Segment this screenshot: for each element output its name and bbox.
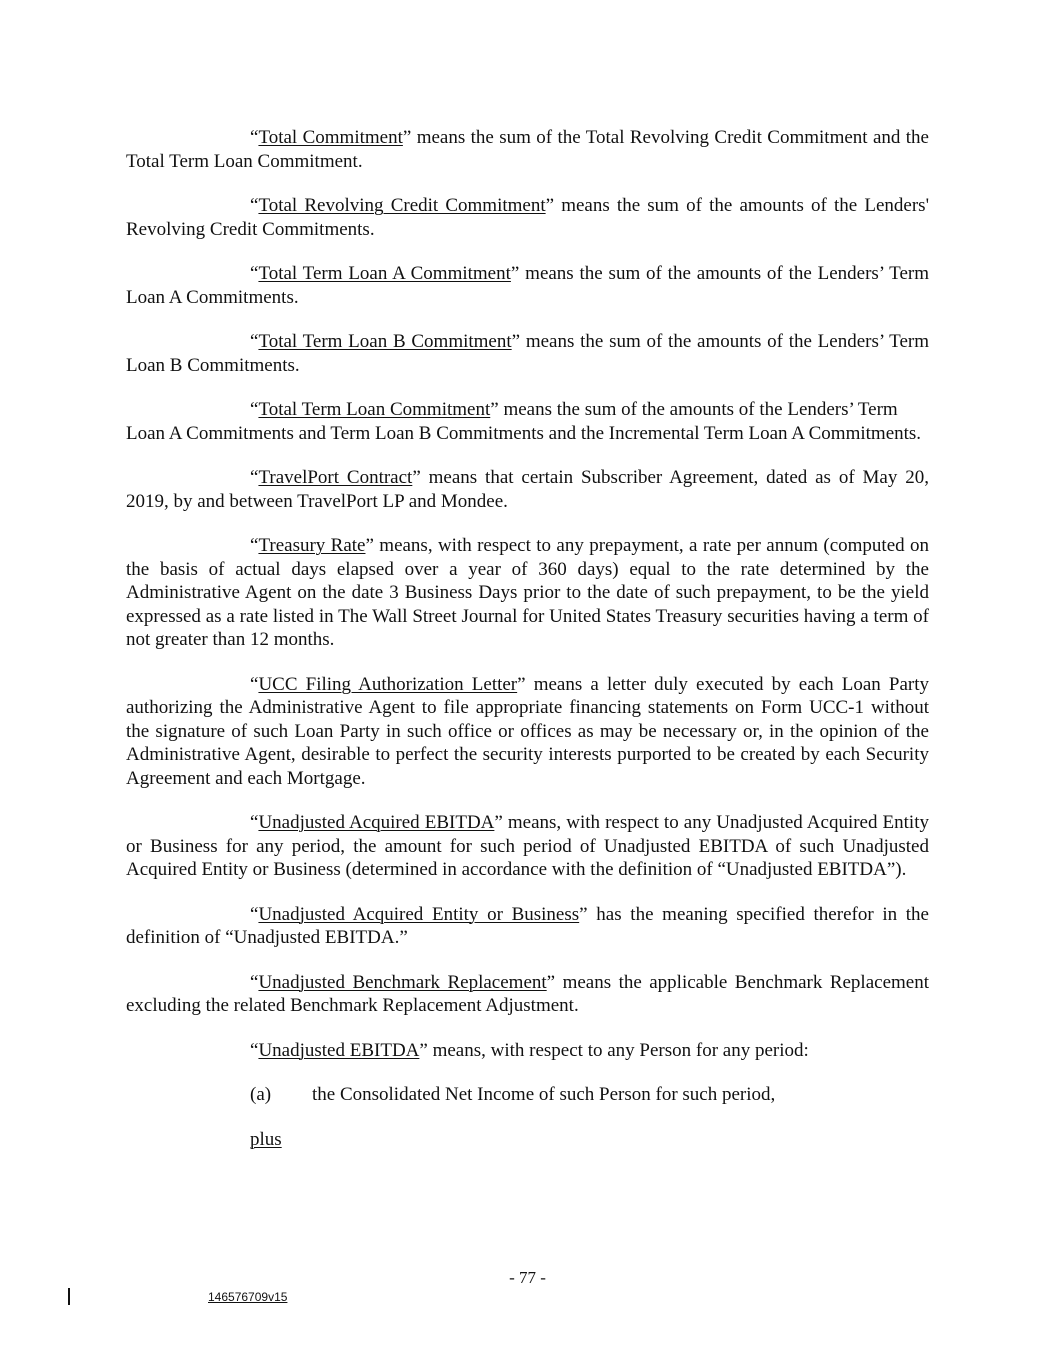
definition-unadjusted-acquired-entity-or-business: “Unadjusted Acquired Entity or Business” has the meaning specified therefor in the definition of “Unadjusted EBITDA.” xyxy=(126,903,929,948)
definition-text: means a letter duly executed by each Loan Party authorizing the Administrative Agent to file appropriate financing statements on Form UCC-1 without the signature of such Loan Party in such office or offices as may be necessary or, in the opinion of the Administrative Agent, desirable to perfect the security interests purported to be created by each Security Agreement and each Mortgage. xyxy=(126,673,929,789)
definition-unadjusted-ebitda: “Unadjusted EBITDA” means, with respect to any Person for any period: xyxy=(250,1039,809,1061)
defined-term: Total Term Loan Commitment xyxy=(258,399,491,420)
defined-term: Treasury Rate xyxy=(258,535,366,556)
defined-term: Total Commitment xyxy=(258,127,403,148)
defined-term: Unadjusted Acquired Entity or Business xyxy=(258,903,580,925)
defined-term: Unadjusted Benchmark Replacement xyxy=(258,971,547,993)
definition-text: means, with respect to any Person for any period: xyxy=(427,1039,809,1061)
definition-text: means, with respect to any prepayment, a rate per annum (computed on the basis of actual days elapsed over a year of 360 days) equal to the rate determined by the Administrative Agent on the date 3 Business Days prior to the date of such prepayment, to be the yield expressed as a rate listed in The Wall Street Journal for United States Treasury securities having a term of not greater than 12 months. xyxy=(126,535,929,650)
definition-unadjusted-benchmark-replacement: “Unadjusted Benchmark Replacement” means the applicable Benchmark Replacement excluding the related Benchmark Replacement Adjustment. xyxy=(126,971,930,1016)
definition-text: means the sum of the amounts of the Lenders' Revolving Credit Commitments. xyxy=(126,195,929,240)
definition-total-revolving-credit-commitment: “Total Revolving Credit Commitment” means the sum of the amounts of the Lenders' Revolving Credit Commitments. xyxy=(126,195,929,240)
definition-text: has the meaning specified therefor in the definition of “Unadjusted EBITDA.” xyxy=(126,903,929,948)
definition-text: means that certain Subscriber Agreement, dated as of May 20, 2019, by and between TravelPort LP and Mondee. xyxy=(126,467,929,512)
page-number: - 77 - xyxy=(509,1268,546,1287)
defined-term: UCC Filing Authorization Letter xyxy=(258,673,518,695)
definition-treasury-rate: “Treasury Rate” means, with respect to any prepayment, a rate per annum (computed on the basis of actual days elapsed over a year of 360 days) equal to the rate determined by the Administrative Agent on the date 3 Business Days prior to the date of such prepayment, to be the yield expressed as a rate listed in The Wall Street Journal for United States Treasury securities having a term of not greater than 12 months. xyxy=(126,535,929,650)
definition-unadjusted-acquired-ebitda: “Unadjusted Acquired EBITDA” means, with respect to any Unadjusted Acquired Entity or Business for any period, the amount for such period of Unadjusted EBITDA of such Unadjusted Acquired Entity or Business (determined in accordance with the definition of “Unadjusted EBITDA”). xyxy=(126,812,929,880)
defined-term: TravelPort Contract xyxy=(258,467,413,488)
revision-bar xyxy=(68,1288,70,1305)
definition-text: means, with respect to any Unadjusted Acquired Entity or Business for any period, the amount for such period of Unadjusted EBITDA of such Unadjusted Acquired Entity or Business (determined in accordance with the definition of “Unadjusted EBITDA”). xyxy=(126,812,929,880)
definition-total-commitment: “Total Commitment” means the sum of the Total Revolving Credit Commitment and the Total Term Loan Commitment. xyxy=(126,127,929,172)
defined-term: Total Term Loan A Commitment xyxy=(258,263,511,284)
definition-text: means the sum of the Total Revolving Credit Commitment and the Total Term Loan Commitment. xyxy=(126,127,929,172)
definition-text: means the sum of the amounts of the Lenders’ Term Loan B Commitments. xyxy=(126,331,929,376)
plus-label: plus xyxy=(250,1128,282,1150)
definition-text: means the sum of the amounts of the Lenders’ Term Loan A Commitments and Term Loan B Commitments and the Incremental Term Loan A Commitments. xyxy=(126,399,922,444)
definition-text: means the applicable Benchmark Replacement excluding the related Benchmark Replacement Adjustment. xyxy=(126,971,930,1016)
defined-term: Unadjusted EBITDA xyxy=(258,1039,420,1061)
document-id: 146576709v15 xyxy=(208,1290,288,1304)
definition-travelport-contract: “TravelPort Contract” means that certain Subscriber Agreement, dated as of May 20, 2019, by and between TravelPort LP and Mondee. xyxy=(126,467,929,512)
clause-a xyxy=(250,1083,929,1107)
definition-ucc-filing-authorization-letter: “UCC Filing Authorization Letter” means a letter duly executed by each Loan Party authorizing the Administrative Agent to file appropriate financing statements on Form UCC-1 without the signature of such Loan Party in such office or offices as may be necessary or, in the opinion of the Administrative Agent, desirable to perfect the security interests purported to be created by each Security Agreement and each Mortgage. xyxy=(126,673,929,789)
document-body xyxy=(126,126,929,1151)
definition-total-term-loan-b-commitment: “Total Term Loan B Commitment” means the sum of the amounts of the Lenders’ Term Loan B Commitments. xyxy=(126,331,929,376)
defined-term: Total Term Loan B Commitment xyxy=(258,331,512,352)
definition-total-term-loan-commitment: “Total Term Loan Commitment” means the sum of the amounts of the Lenders’ Term Loan A Commitments and Term Loan B Commitments and the Incremental Term Loan A Commitments. xyxy=(126,399,922,444)
defined-term: Total Revolving Credit Commitment xyxy=(258,195,546,216)
clause-text: the Consolidated Net Income of such Person for such period, xyxy=(312,1084,776,1105)
defined-term: Unadjusted Acquired EBITDA xyxy=(258,812,495,833)
definition-text: means the sum of the amounts of the Lenders’ Term Loan A Commitments. xyxy=(126,263,929,308)
clause-label: (a) xyxy=(250,1084,272,1105)
definition-total-term-loan-a-commitment: “Total Term Loan A Commitment” means the sum of the amounts of the Lenders’ Term Loan A Commitments. xyxy=(126,263,929,308)
